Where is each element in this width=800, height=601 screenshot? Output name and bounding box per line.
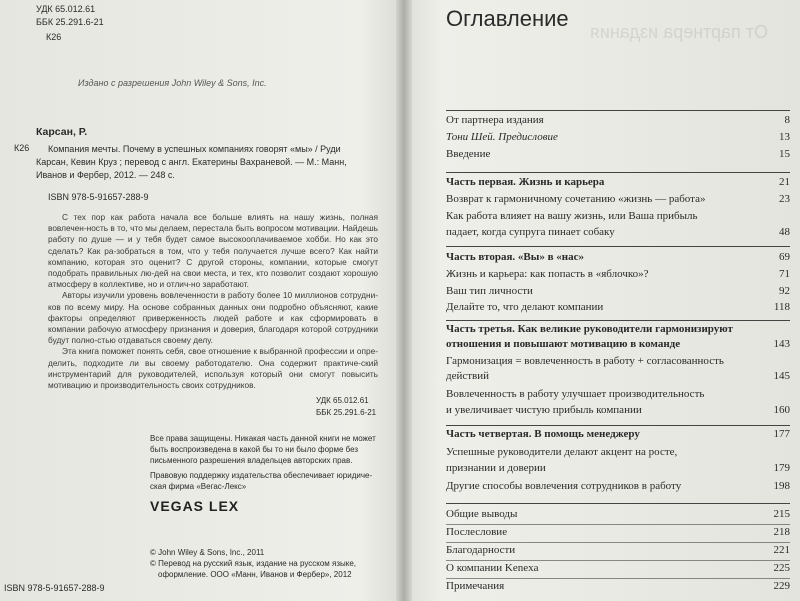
toc-entry-label: Благодарности [446, 544, 516, 556]
toc-top-rule [446, 110, 790, 111]
toc-rule [446, 578, 790, 579]
rights-line-1: Все права защищены. Никакая часть данной книги не может [150, 434, 376, 443]
toc-entry-label: Послесловие [446, 526, 508, 538]
isbn-bottom: ISBN 978-5-91657-288-9 [4, 583, 105, 593]
isbn: ISBN 978-5-91657-288-9 [48, 192, 149, 202]
toc-entry-label: Возврат к гармоничному сочетанию «жизнь — работа» [446, 193, 706, 205]
toc-rule [446, 542, 790, 543]
toc-entry-label: Вовлеченность в работу улучшает производительность [446, 388, 705, 400]
toc-entry-label: Общие выводы [446, 508, 518, 520]
toc-entry-page: 145 [773, 370, 790, 382]
toc-entry-page: 48 [779, 226, 790, 238]
rights-line-2: быть воспроизведена в какой бы то ни было форме без [150, 445, 359, 454]
toc-entry-label: и увеличивает чистую прибыль компании [446, 404, 642, 416]
toc-entry-label: действий [446, 370, 490, 382]
toc-rule [446, 320, 790, 321]
toc-entry-label: Введение [446, 148, 491, 160]
toc-entry-page: 221 [773, 544, 790, 556]
toc-entry-page: 177 [773, 428, 790, 440]
toc-entry-page: 215 [773, 508, 790, 520]
toc-entry-label: Гармонизация = вовлеченность в работу + согласованность [446, 355, 724, 367]
toc-entry-label: падает, когда супруга пинает собаку [446, 226, 615, 238]
toc-entry-label: Успешные руководители делают акцент на росте, [446, 446, 678, 458]
toc-entry-label: Ваш тип личности [446, 285, 533, 297]
toc-entry-page: 229 [773, 580, 790, 592]
toc-entry-page: 8 [784, 114, 790, 126]
toc-rule [446, 172, 790, 173]
author-heading: Карсан, Р. [36, 126, 88, 138]
copyright-line-1: © John Wiley & Sons, Inc., 2011 [150, 548, 265, 557]
toc-entry-page: 118 [773, 301, 790, 313]
toc-title: Оглавление [446, 6, 569, 31]
bbk-code-2: ББК 25.291.6-21 [316, 408, 377, 417]
bib-line-1: Компания мечты. Почему в успешных компаниях говорят «мы» / Руди [48, 144, 341, 154]
toc-entry-page: 69 [779, 251, 790, 263]
toc-rule [446, 524, 790, 525]
copyright-line-3: оформление. ООО «Манн, Иванов и Фербер», 2012 [158, 570, 352, 579]
vegas-lex-logo: VEGAS LEX [150, 498, 240, 514]
annotation-paragraph: Эта книга поможет понять себя, свое отношение к выбранной профессии и опре-делить, подходите ли вы своему работодателю. Она содержит практиче-ский инструментарий для руководителей, используя который они смогут повысить мотивацию и производительность своих сотрудников. [48, 346, 378, 391]
toc-part-label: Часть четвертая. В помощь менеджеру [446, 428, 640, 440]
toc-entry-page: 15 [779, 148, 790, 160]
toc-part-label: отношения и повышают мотивацию в команде [446, 338, 681, 350]
toc-rule [446, 560, 790, 561]
toc-entry-page: 198 [773, 480, 790, 492]
toc-entry-page: 160 [773, 404, 790, 416]
bbk-code: ББК 25.291.6-21 [36, 17, 104, 27]
toc-entry-page: 218 [773, 526, 790, 538]
toc-entry-label: От партнера издания [446, 114, 544, 126]
toc-part-label: Часть первая. Жизнь и карьера [446, 176, 605, 188]
toc-entry-label: Тони Шей. Предисловие [446, 131, 558, 143]
toc-entry-page: 225 [773, 562, 790, 574]
toc-entry-page: 143 [773, 338, 790, 350]
toc-part-label: Часть третья. Как великие руководители гармонизируют [446, 323, 733, 335]
udk-code: УДК 65.012.61 [36, 4, 96, 14]
toc-entry-page: 23 [779, 193, 790, 205]
right-page [410, 0, 800, 601]
udk-code-2: УДК 65.012.61 [316, 396, 369, 405]
toc-entry-label: Другие способы вовлечения сотрудников в работу [446, 480, 682, 492]
author-code: К26 [14, 143, 30, 153]
toc-entry-page: 92 [779, 285, 790, 297]
toc-entry-page: 179 [773, 462, 790, 474]
author-mark: К26 [46, 32, 62, 42]
toc-part-label: Часть вторая. «Вы» в «нас» [446, 251, 585, 263]
annotation-paragraph: С тех пор как работа начала все больше влиять на нашу жизнь, полная вовлечен-ность в то, что мы делаем, перестала быть вопросом мотивации. Найдешь работу по душе — и у тебя будет самое высокооплачиваемое хобби. Но как это сделать? Как ра-зобраться в том, что у тебя получается лучше всего? Как найти компанию, которая это оценит? С другой стороны, компании, которые смогут подобрать правильных лю-дей на свои места, и тех, кто позволит создают хорошую атмосферу в коллективе, но и отлич-но заработают. [48, 212, 378, 290]
toc-entry-label: Примечания [446, 580, 505, 592]
toc-entry-page: 13 [779, 131, 790, 143]
copyright-line-2: © Перевод на русский язык, издание на русском языке, [150, 559, 357, 568]
toc-rule [446, 425, 790, 426]
toc-entry-page: 71 [779, 268, 790, 280]
toc-entry-page: 21 [779, 176, 790, 188]
bib-line-3: Иванов и Фербер, 2012. — 248 с. [36, 170, 175, 180]
support-line-1: Правовую поддержку издательства обеспечивает юридиче- [150, 471, 373, 480]
annotation-paragraph: Авторы изучили уровень вовлеченности в работу более 10 миллионов сотрудни-ков по всему миру. На основе собранных данных они подробно объясняют, какие факторы определяют приверженность людей работе и как сформировать в компании рабочую атмосферу признания и доверия, благодаря которой сотрудники будут полно-стью отдаваться своему делу. [48, 290, 378, 346]
permission-note: Издано с разрешения John Wiley & Sons, Inc. [78, 78, 267, 88]
toc-entry-label: признании и доверии [446, 462, 546, 474]
toc-entry-label: Делайте то, что делают компании [446, 301, 604, 313]
bib-line-2: Карсан, Кевин Круз ; перевод с англ. Екатерины Вахраневой. — М.: Манн, [36, 157, 347, 167]
annotation [48, 212, 378, 391]
support-line-2: ская фирма «Вегас-Лекс» [150, 482, 247, 491]
toc-rule [446, 246, 790, 247]
left-page [0, 0, 398, 601]
toc-entry-label: Жизнь и карьера: как попасть в «яблочко»? [446, 268, 649, 280]
rights-line-3: письменного разрешения владельцев авторских прав. [150, 456, 353, 465]
show-through-text: От партнера издания [590, 22, 769, 42]
toc-entry-label: Как работа влияет на вашу жизнь, или Ваша прибыль [446, 210, 698, 222]
toc-rule [446, 503, 790, 504]
toc-entry-label: О компании Kenexa [446, 562, 539, 574]
